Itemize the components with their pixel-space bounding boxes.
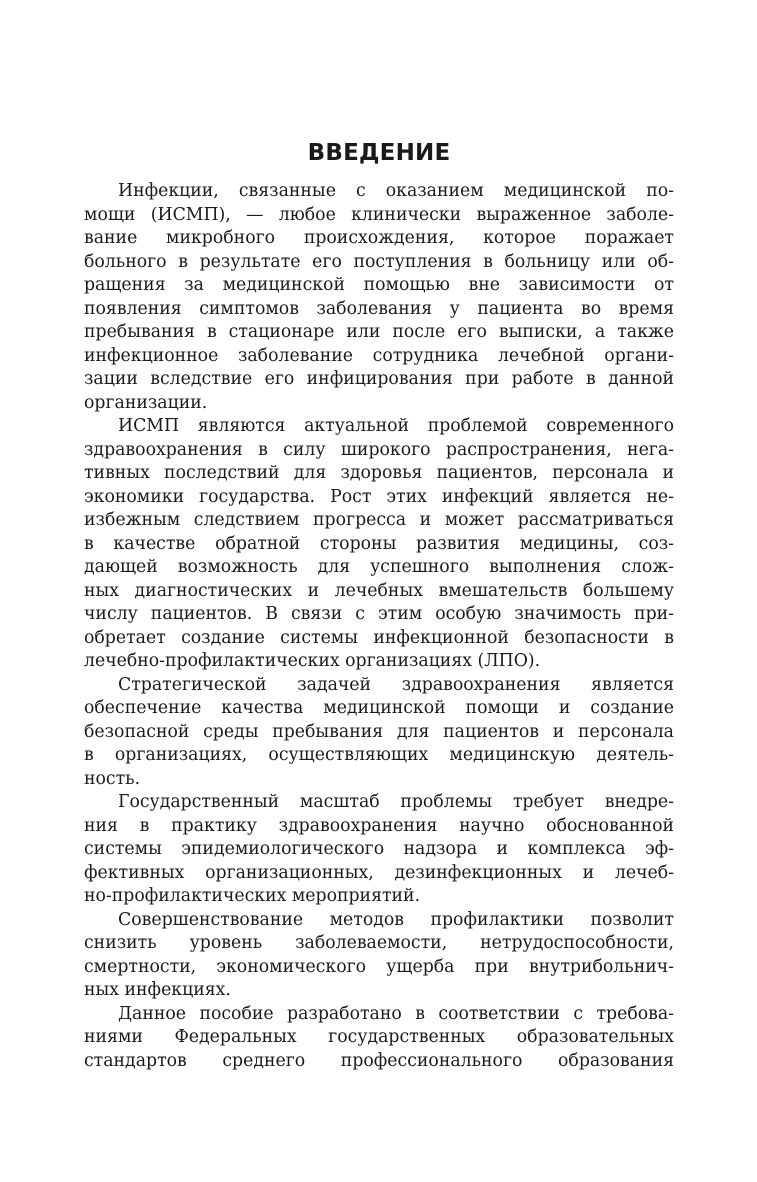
text-line: пребывания в стационаре или после его выписки, а также [84,322,674,342]
text-line: Совершенствование методов профилактики позволит [118,909,674,930]
text-line: стандартов среднего профессионального образования [84,1050,674,1071]
page-body [84,138,674,1073]
text-line: но-профилактических мероприятий. [84,886,421,906]
page-title: ВВЕДЕНИЕ [307,140,451,166]
text-line: ниями Федеральных государственных образовательных [84,1027,674,1047]
text-line: дающей возможность для успешного выполнения слож- [84,557,674,577]
text-line: ных диагностических и лечебных вмешательств большему [84,580,674,601]
text-line: появления симптомов заболевания у пациента во время [84,298,674,319]
text-line: системы эпидемиологического надзора и комплекса эф- [84,839,674,859]
text-line: в организациях, осуществляющих медицинскую деятель- [84,745,674,765]
text-line: ращения за медицинской помощью вне зависимости от [84,275,674,295]
text-line: снизить уровень заболеваемости, нетрудоспособности, [84,933,674,953]
text-line: тивных последствий для здоровья пациентов, персонала и [84,463,674,483]
text-line: здравоохранения в силу широкого распространения, нега- [84,439,674,460]
text-line: обеспечение качества медицинской помощи и создание [84,698,674,718]
text-line: ИСМП являются актуальной проблемой современного [118,416,674,436]
text-line: в качестве обратной стороны развития медицины, соз- [84,533,674,554]
text-line: смертности, экономического ущерба при внутрибольнич- [84,956,674,977]
text-line: ность. [84,768,141,789]
text-line: фективных организационных, дезинфекционных и лечеб- [84,862,674,883]
text-line: больного в результате его поступления в больницу или об- [84,251,674,272]
text-line: ных инфекциях. [84,980,231,1000]
text-line: Инфекции, связанные с оказанием медицинской по- [118,181,674,201]
text-line: мощи (ИСМП), — любое клинически выраженное заболе- [84,204,674,225]
text-line: избежным следствием прогресса и может рассматриваться [84,510,674,530]
text-line: обретает создание системы инфекционной безопасности в [84,627,674,648]
text-line: ния в практику здравоохранения научно обоснованной [84,815,674,836]
text-line: вание микробного происхождения, которое поражает [84,228,674,248]
text-line: лечебно-профилактических организациях (ЛПО). [84,651,541,671]
text-line: Государственный масштаб проблемы требует внедре- [118,792,674,812]
paragraph-2 [84,415,674,674]
paragraph-3 [84,674,674,792]
text-line: организации. [84,392,208,413]
text-line: безопасной среды пребывания для пациентов и персонала [84,721,674,742]
text-line: экономики государства. Рост этих инфекций является не- [84,486,674,507]
text-line: инфекционное заболевание сотрудника лечебной органи- [84,345,674,366]
text-line: числу пациентов. В связи с этим особую значимость при- [84,604,674,624]
paragraph-4 [84,791,674,909]
paragraph-5 [84,909,674,1003]
text-line: Данное пособие разработано в соответствии с требова- [118,1003,674,1024]
text-line: зации вследствие его инфицирования при работе в данной [84,369,674,389]
paragraphs [84,180,674,1073]
paragraph-6 [84,1003,674,1074]
text-line: Стратегической задачей здравоохранения является [118,674,674,695]
paragraph-1 [84,180,674,415]
